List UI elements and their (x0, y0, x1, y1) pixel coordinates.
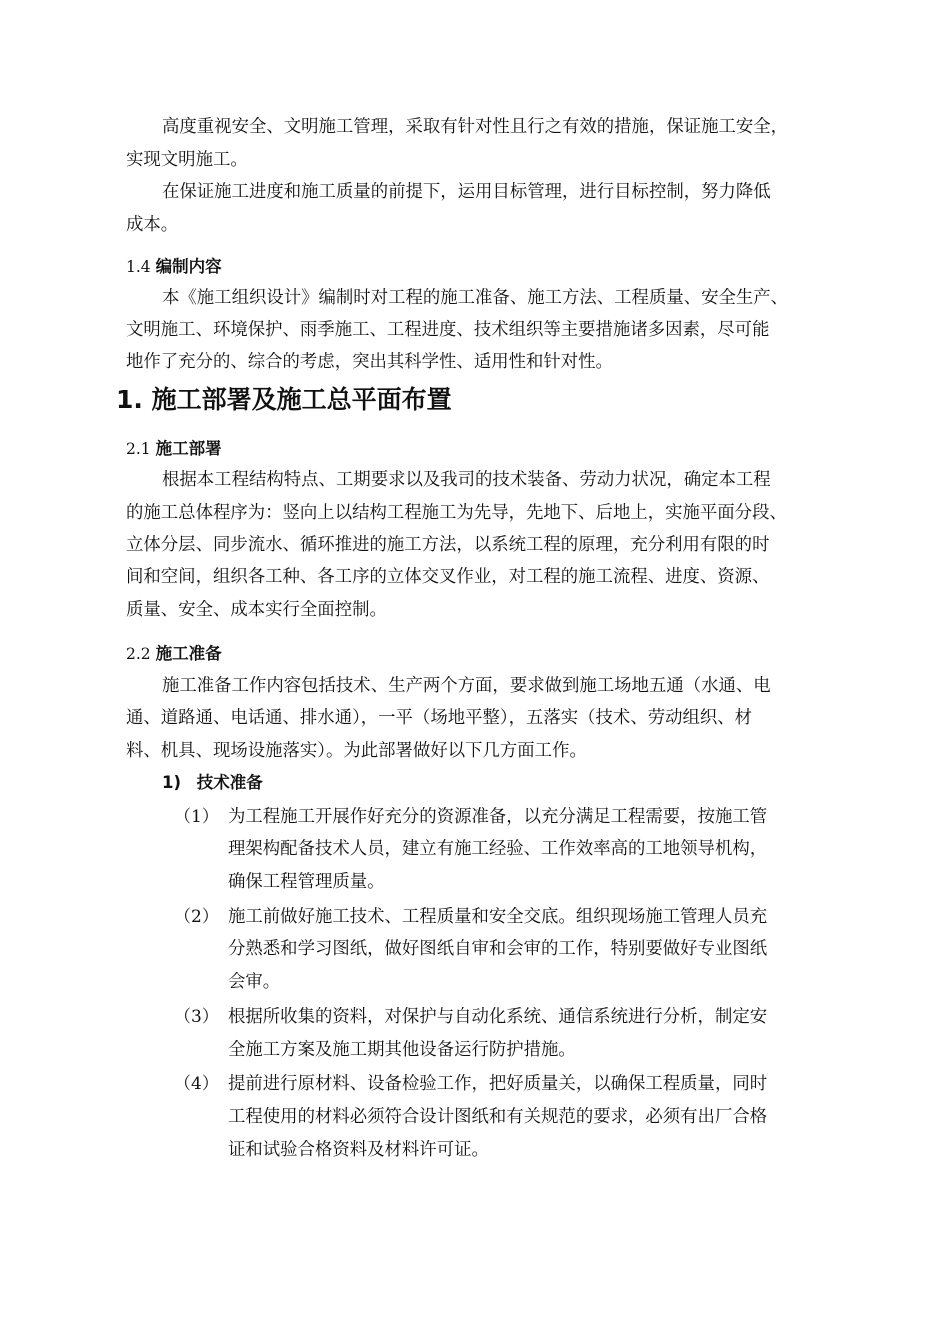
section-number: 2.1 (126, 440, 151, 458)
list-item-line: 施工前做好施工技术、工程质量和安全交底。组织现场施工管理人员充 (228, 907, 768, 927)
paragraph-line: 文明施工、环境保护、雨季施工、工程进度、技术组织等主要措施诸多因素，尽可能 (126, 320, 770, 340)
list-item-line: 全施工方案及施工期其他设备运行防护措施。 (228, 1040, 576, 1060)
paragraph-line: 立体分层、同步流水、循环推进的施工方法，以系统工程的原理，充分利用有限的时 (126, 535, 770, 555)
list-item-line: 为工程施工开展作好充分的资源准备，以充分满足工程需要，按施工管 (228, 807, 768, 827)
paragraph-line: 间和空间，组织各工种、各工序的立体交叉作业，对工程的施工流程、进度、资源、 (126, 567, 770, 587)
paragraph-line: 通、道路通、电话通、排水通），一平（场地平整），五落实（技术、劳动组织、材 (126, 708, 753, 728)
list-item-line: 根据所收集的资料，对保护与自动化系统、通信系统进行分析，制定安 (228, 1007, 768, 1027)
list-item-line: 证和试验合格资料及材料许可证。 (228, 1140, 489, 1160)
sub-heading-title: 技术准备 (196, 773, 263, 792)
list-item-line: 提前进行原材料、设备检验工作，把好质量关，以确保工程质量，同时 (228, 1074, 768, 1094)
paragraph-line: 施工准备工作内容包括技术、生产两个方面，要求做到施工场地五通（水通、电 (162, 676, 771, 696)
list-item-line: 确保工程管理质量。 (228, 872, 385, 892)
paragraph-line: 本《施工组织设计》编制时对工程的施工准备、施工方法、工程质量、安全生产、 (162, 288, 789, 308)
list-item-line: 分熟悉和学习图纸，做好图纸自审和会审的工作，特别要做好专业图纸 (228, 939, 768, 959)
section-number: 1.4 (126, 258, 151, 276)
paragraph-line: 料、机具、现场设施落实）。为此部署做好以下几方面工作。 (126, 741, 587, 761)
section-title: 施工部署 (155, 439, 222, 458)
section-heading-1-4 (126, 256, 222, 278)
section-heading-2-1 (126, 438, 222, 460)
section-number: 2.2 (126, 645, 151, 663)
section-title: 施工准备 (155, 644, 222, 663)
section-heading-2-2 (126, 643, 222, 665)
paragraph-line: 高度重视安全、文明施工管理，采取有针对性且行之有效的措施，保证施工安全， (162, 117, 789, 137)
paragraph-line: 在保证施工进度和施工质量的前提下，运用目标管理，进行目标控制，努力降低 (162, 182, 771, 202)
list-item-marker: （2） (174, 907, 219, 927)
chapter-number: 1. (116, 385, 143, 414)
list-item-line: 工程使用的材料必须符合设计图纸和有关规范的要求，必须有出厂合格 (228, 1107, 768, 1127)
chapter-title: 施工部署及施工总平面布置 (151, 385, 452, 414)
list-item-marker: （4） (174, 1074, 219, 1094)
list-item-marker: （3） (174, 1007, 219, 1027)
sub-heading-marker: 1) (162, 773, 182, 792)
list-item-marker: （1） (174, 807, 219, 827)
paragraph-line: 实现文明施工。 (126, 150, 248, 170)
section-title: 编制内容 (155, 257, 222, 276)
paragraph-line: 地作了充分的、综合的考虑，突出其科学性、适用性和针对性。 (126, 352, 613, 372)
paragraph-line: 根据本工程结构特点、工期要求以及我司的技术装备、劳动力状况，确定本工程 (162, 470, 771, 490)
paragraph-line: 质量、安全、成本实行全面控制。 (126, 600, 387, 620)
list-item-line: 理架构配备技术人员，建立有施工经验、工作效率高的工地领导机构， (228, 839, 768, 859)
sub-heading-technical-prep (162, 772, 263, 794)
paragraph-line: 成本。 (126, 215, 179, 235)
paragraph-line: 的施工总体程序为：竖向上以结构工程施工为先导，先地下、后地上，实施平面分段、 (126, 503, 787, 523)
list-item-line: 会审。 (228, 972, 281, 992)
chapter-heading (116, 385, 452, 415)
